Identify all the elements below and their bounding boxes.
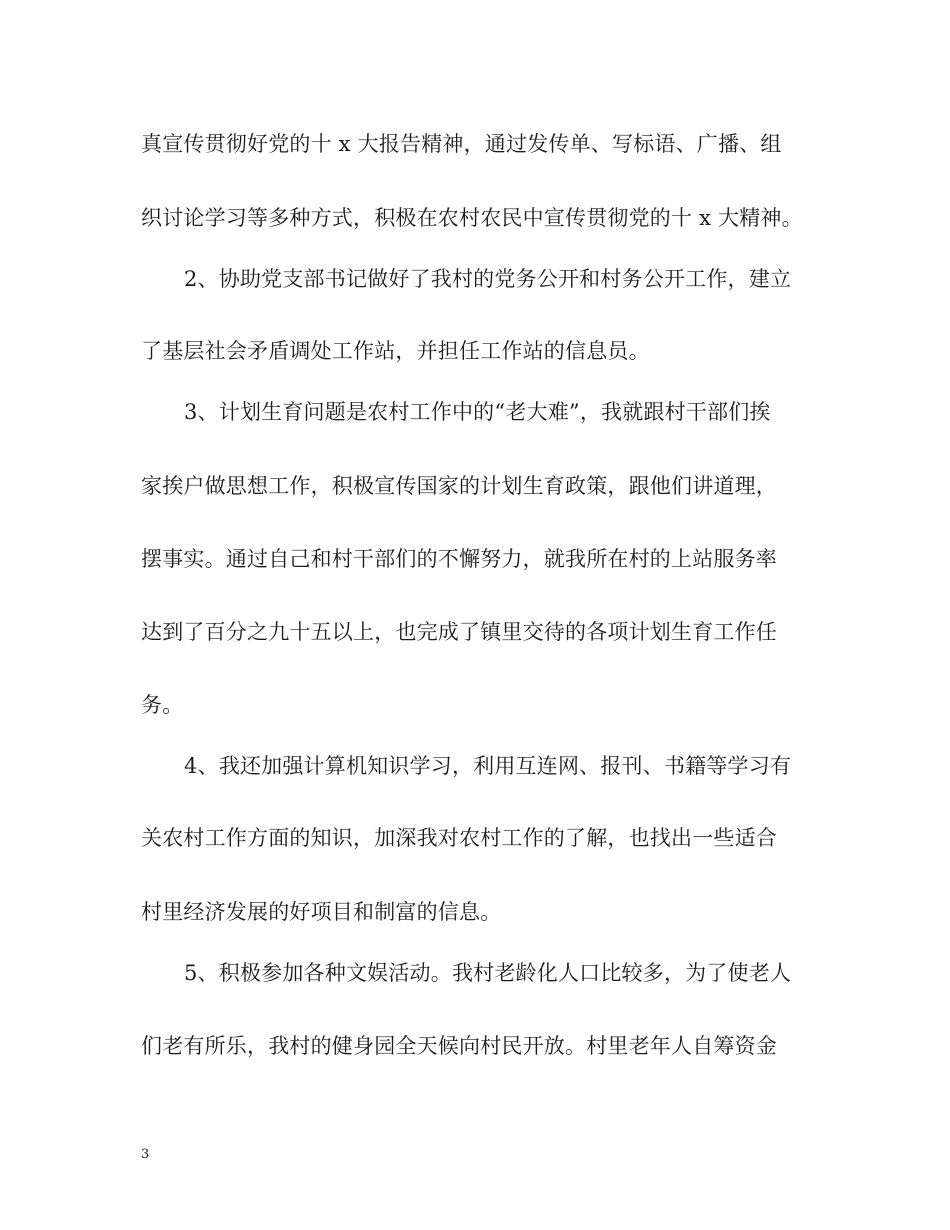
text-line: 真宣传贯彻好党的十 x 大报告精神，通过发传单、写标语、广播、组 bbox=[141, 132, 782, 156]
text-line: 关农村工作方面的知识，加深我对农村工作的了解，也找出一些适合 bbox=[141, 826, 777, 850]
text-line: 了基层社会矛盾调处工作站，并担任工作站的信息员。 bbox=[141, 339, 650, 363]
paragraph-start-line: 3、计划生育问题是农村工作中的“老大难”，我就跟村干部们挨 bbox=[184, 400, 771, 424]
paragraph-start-line: 4、我还加强计算机知识学习，利用互连网、报刊、书籍等学习有 bbox=[184, 754, 792, 778]
text-line: 摆事实。通过自己和村干部们的不懈努力，就我所在村的上站服务率 bbox=[141, 547, 777, 571]
paragraph-start-line: 2、协助党支部书记做好了我村的党务公开和村务公开工作，建立 bbox=[184, 267, 792, 291]
paragraph-start-line: 5、积极参加各种文娱活动。我村老龄化人口比较多，为了使老人 bbox=[184, 961, 792, 985]
text-line: 达到了百分之九十五以上，也完成了镇里交待的各项计划生育工作任 bbox=[141, 620, 777, 644]
page-number: 3 bbox=[141, 1147, 150, 1162]
text-line: 务。 bbox=[141, 693, 184, 717]
text-line: 村里经济发展的好项目和制富的信息。 bbox=[141, 900, 502, 924]
text-line: 家挨户做思想工作，积极宣传国家的计划生育政策，跟他们讲道理， bbox=[141, 474, 777, 498]
text-line: 们老有所乐，我村的健身园全天候向村民开放。村里老年人自筹资金 bbox=[141, 1034, 777, 1058]
text-line: 织讨论学习等多种方式，积极在农村农民中宣传贯彻党的十 x 大精神。 bbox=[141, 206, 803, 230]
